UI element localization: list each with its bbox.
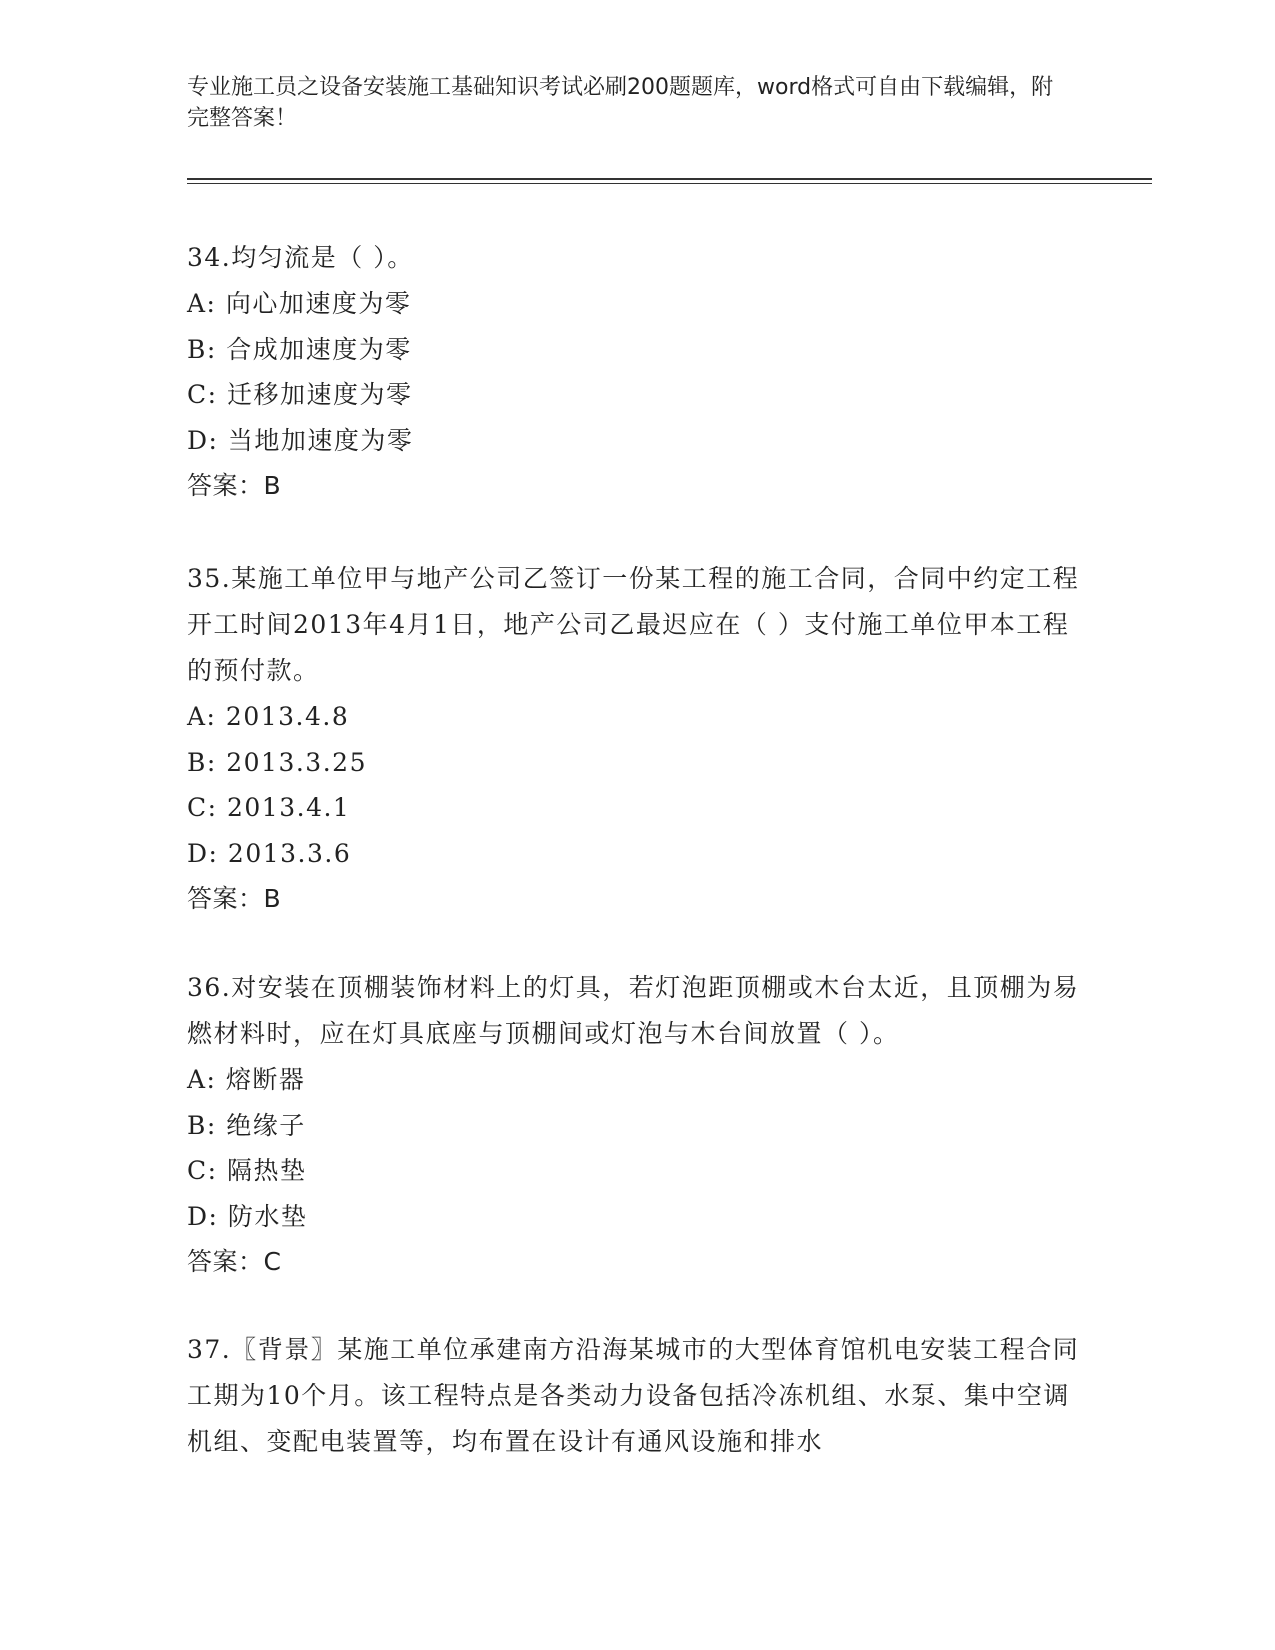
option-d: D: 防水垫 xyxy=(187,1201,308,1231)
option-c: C: 迁移加速度为零 xyxy=(187,380,413,409)
answer: 答案：B xyxy=(187,884,282,913)
option-a: A: 2013.4.8 xyxy=(187,702,350,731)
option-d: D: 当地加速度为零 xyxy=(187,425,414,455)
option-a: A: 熔断器 xyxy=(187,1065,306,1094)
question-stem: 35.某施工单位甲与地产公司乙签订一份某工程的施工合同，合同中约定工程开工时间2013年4月1日，地产公司乙最迟应在（ ）支付施工单位甲本工程的预付款。 xyxy=(187,564,1080,685)
option-c: C: 隔热垫 xyxy=(187,1156,307,1185)
option-b: B: 合成加速度为零 xyxy=(187,334,412,364)
header-divider-thin xyxy=(187,183,1152,184)
question-37 xyxy=(187,1327,1087,1465)
answer: 答案：B xyxy=(187,471,282,500)
option-d: D: 2013.3.6 xyxy=(187,838,352,868)
question-34 xyxy=(187,235,1087,509)
option-b: B: 绝缘子 xyxy=(187,1110,306,1140)
question-stem: 36.对安装在顶棚装饰材料上的灯具，若灯泡距顶棚或木台太近，且顶棚为易燃材料时，应在灯具底座与顶棚间或灯泡与木台间放置（ ）。 xyxy=(187,973,1080,1048)
option-a: A: 向心加速度为零 xyxy=(187,289,412,318)
option-c: C: 2013.4.1 xyxy=(187,793,351,822)
document-header xyxy=(187,72,1067,134)
question-36 xyxy=(187,965,1087,1285)
question-35 xyxy=(187,556,1087,922)
question-stem: 37.〖背景〗某施工单位承建南方沿海某城市的大型体育馆机电安装工程合同工期为10个月。该工程特点是各类动力设备包括冷冻机组、水泵、集中空调机组、变配电装置等，均布置在设计有通风设施和排水 xyxy=(187,1335,1080,1456)
option-b: B: 2013.3.25 xyxy=(187,747,367,777)
answer: 答案：C xyxy=(187,1247,282,1276)
question-stem: 34.均匀流是（ ）。 xyxy=(187,243,414,272)
header-title: 专业施工员之设备安装施工基础知识考试必刷200题题库，word格式可自由下载编辑，附完整答案！ xyxy=(187,75,1054,131)
header-divider xyxy=(187,178,1152,180)
